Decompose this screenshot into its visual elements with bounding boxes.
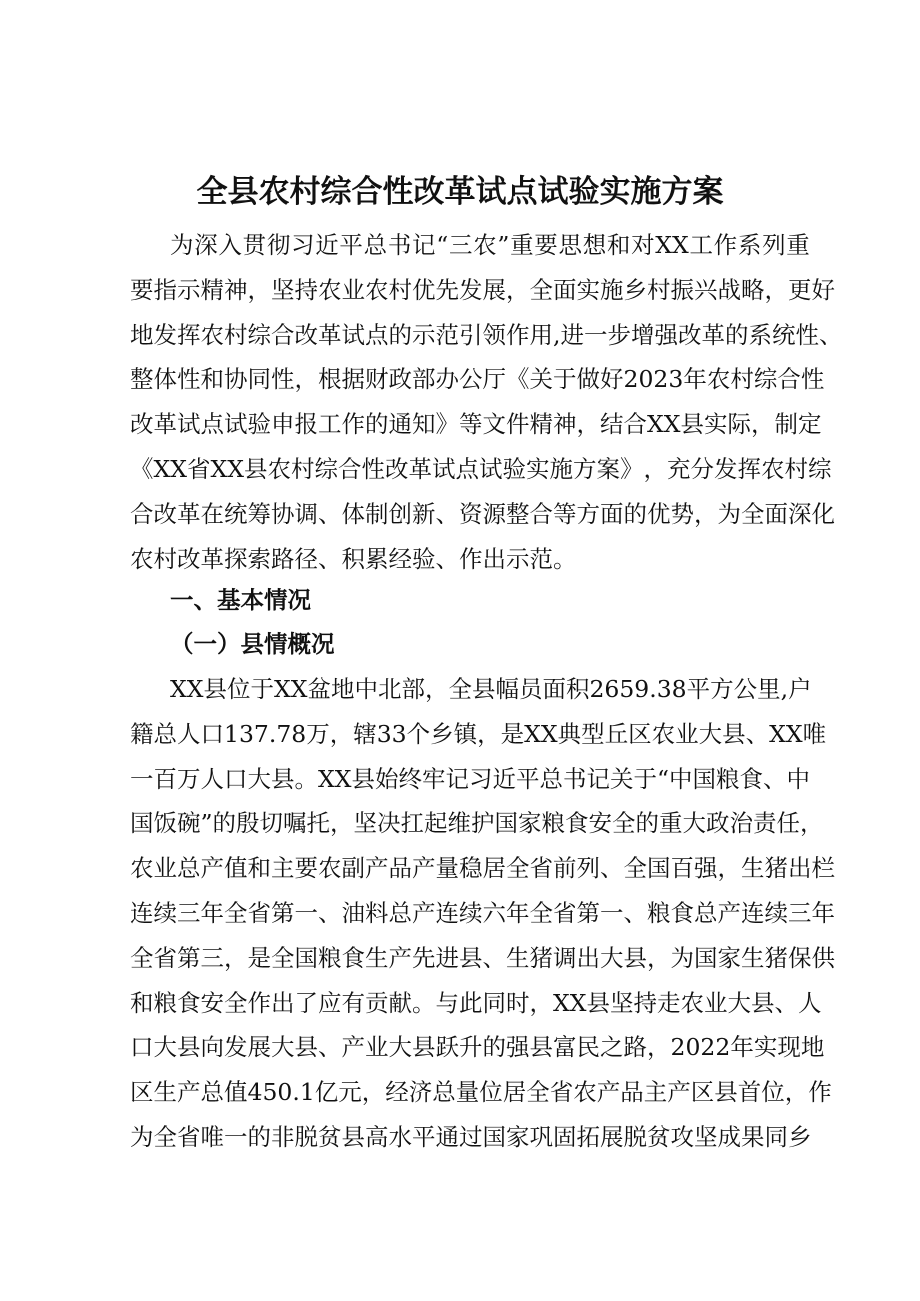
text-line: 农 业 总 产 值 和 主 要 农 副 产 品 产 量 稳 居 全 省 前 列 、 全 国 百 强 ， 生 猪 出 栏	[130, 854, 835, 883]
text-line: 整 体 性 和 协 同 性 ， 根 据 财 政 部 办 公 厅 《 关 于 做 好 2023 年 农 村 综 合 性	[130, 365, 825, 394]
text-line: 要 指 示 精 神 ， 坚 持 农 业 农 村 优 先 发 展 ， 全 面 实 施 乡 村 振 兴 战 略 ， 更 好	[130, 275, 835, 304]
text-line: 一 百 万 人 口 大 县 。 XX 县 始 终 牢 记 习 近 平 总 书 记 关 于 “ 中 国 粮 食 、 中	[130, 764, 810, 793]
text-line: 区 生 产 总 值 450.1 亿 元 ， 经 济 总 量 位 居 全 省 农 产 品 主 产 区 县 首 位 ， 作	[130, 1078, 832, 1107]
text-line: 改 革 试 点 试 验 申 报 工 作 的 通 知 》 等 文 件 精 神 ， 结 合 XX 县 实 际 ， 制 定	[130, 410, 822, 439]
text-line: XX 县 位 于 XX 盆 地 中 北 部 ， 全 县 幅 员 面 积 2659.38 平 方 公 里 , 户	[170, 675, 812, 703]
text-line: 农村改革探索路径、积累经验、作出示范。	[130, 544, 577, 573]
text-line: 为 全 省 唯 一 的 非 脱 贫 县 高 水 平 通 过 国 家 巩 固 拓 展 脱 贫 攻 坚 成 果 同 乡	[130, 1123, 812, 1151]
text-line: 合 改 革 在 统 筹 协 调 、 体 制 创 新 、 资 源 整 合 等 方 面 的 优 势 ， 为 全 面 深 化	[130, 499, 835, 528]
text-line: 籍 总 人 口 137.78 万 ， 辖 33 个 乡 镇 ， 是 XX 典 型 丘 区 农 业 大 县 、 XX 唯	[130, 719, 827, 748]
text-line: 地 发 挥 农 村 综 合 改 革 试 点 的 示 范 引 领 作 用 , 进 一 步 增 强 改 革 的 系 统 性 、	[130, 320, 843, 349]
text-line: 全 省 第 三 ， 是 全 国 粮 食 生 产 先 进 县 、 生 猪 调 出 大 县 ， 为 国 家 生 猪 保 供	[130, 943, 835, 972]
text-line: 连 续 三 年 全 省 第 一 、 油 料 总 产 连 续 六 年 全 省 第 一 、 粮 食 总 产 连 续 三 年	[130, 899, 835, 927]
text-line: 国 饭 碗 ” 的 殷 切 嘱 托 ， 坚 决 扛 起 维 护 国 家 粮 食 安 全 的 重 大 政 治 责 任 ，	[130, 809, 824, 838]
document-title: 全县农村综合性改革试点试验实施方案	[196, 174, 724, 210]
text-line: 和 粮 食 安 全 作 出 了 应 有 贡 献 。 与 此 同 时 ， XX 县 坚 持 走 农 业 大 县 、 人	[130, 988, 822, 1017]
text-line: 为 深 入 贯 彻 习 近 平 总 书 记 “ 三 农 ” 重 要 思 想 和 对 XX 工 作 系 列 重	[170, 231, 810, 259]
text-line: 《 XX 省 XX 县 农 村 综 合 性 改 革 试 点 试 验 实 施 方 案 》 ， 充 分 发 挥 农 村 综	[130, 455, 832, 483]
subsection-heading-county-overview: （一）县情概况	[170, 630, 335, 658]
text-line: 口 大 县 向 发 展 大 县 、 产 业 大 县 跃 升 的 强 县 富 民 之 路 ， 2022 年 实 现 地	[130, 1033, 825, 1062]
section-heading-basic-info: 一、基本情况	[170, 586, 311, 614]
